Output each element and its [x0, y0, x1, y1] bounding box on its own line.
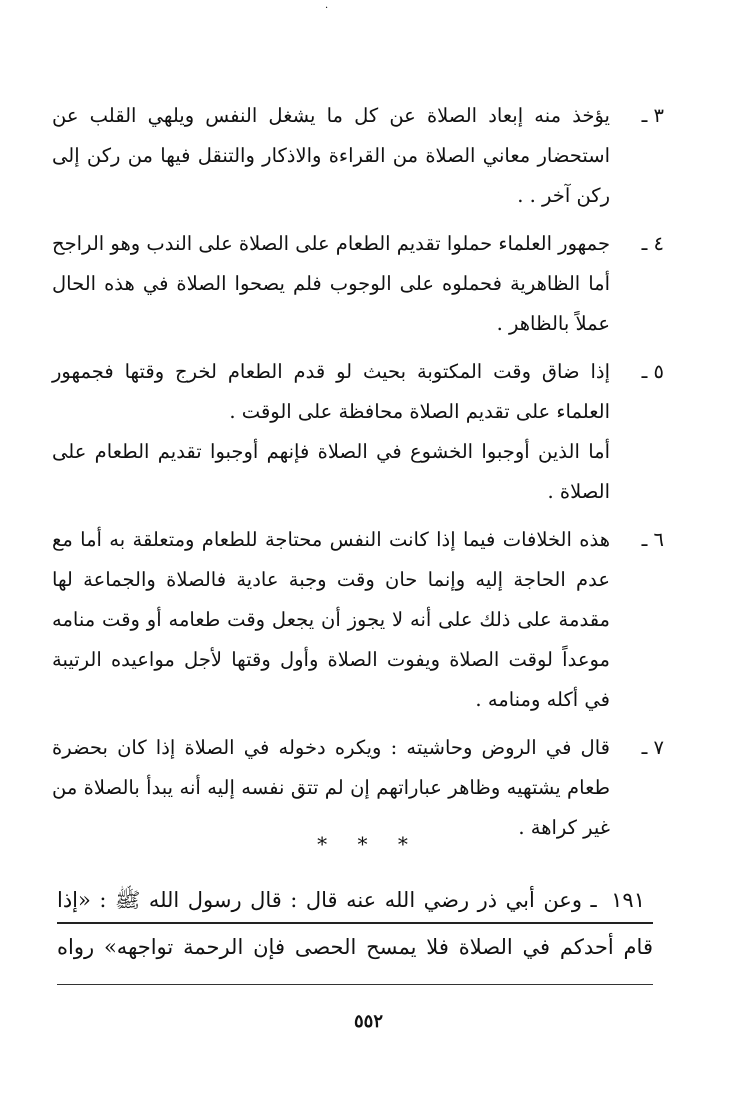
hadith-line: قام أحدكم في الصلاة فلا يمسح الحصى فإن الرحمة تواجهه» رواه	[57, 935, 653, 959]
note-text: جمهور العلماء حملوا تقديم الطعام على الصلاة على الندب وهو الراجح أما الظاهرية فحملوه على الوجوب فلم يصحوا الصلاة في هذه الحال عملاً بالظاهر .	[52, 232, 610, 335]
note-text: يؤخذ منه إبعاد الصلاة عن كل ما يشغل النفس ويلهي القلب عن استحضار معاني الصلاة من القراءة والاذكار والتنقل فيها من ركن إلى ركن آخر . .	[52, 104, 610, 207]
note-item	[52, 520, 664, 720]
note-number: ٧ ـ	[641, 736, 664, 759]
note-item	[52, 224, 664, 344]
note-number: ٣ ـ	[641, 104, 664, 127]
note-number: ٥ ـ	[641, 360, 664, 383]
hadith-block	[57, 880, 653, 985]
note-number: ٤ ـ	[641, 232, 664, 255]
note-number: ٦ ـ	[641, 528, 664, 551]
note-item	[52, 352, 664, 512]
hadith-number: ١٩١	[611, 888, 645, 912]
note-item	[52, 96, 664, 216]
page-number: ٥٥٢	[353, 1011, 383, 1032]
hadith-text: ـ وعن أبي ذر رضي الله عنه قال : قال رسول الله ﷺ : «إذا	[57, 888, 597, 912]
note-text: قال في الروض وحاشيته : ويكره دخوله في الصلاة إذا كان بحضرة طعام يشتهيه وظاهر عباراتهم إن لم تتق نفسه إليه أنه يبدأ بالصلاة من غير كراهة .	[52, 736, 610, 839]
hadith-line	[57, 880, 653, 924]
note-text: أما الذين أوجبوا الخشوع في الصلاة فإنهم أوجبوا تقديم الطعام على الصلاة .	[52, 440, 610, 503]
top-mark: ·	[325, 3, 329, 14]
note-item	[52, 728, 664, 848]
note-text: إذا ضاق وقت المكتوبة بحيث لو قدم الطعام لخرج وقتها فجمهور العلماء على تقديم الصلاة محافظة على الوقت .	[52, 360, 610, 423]
footer-rule	[57, 984, 653, 985]
section-separator: * * *	[317, 832, 420, 856]
notes-list	[52, 96, 664, 856]
note-text: هذه الخلافات فيما إذا كانت النفس محتاجة للطعام ومتعلقة به أما مع عدم الحاجة إليه وإنما حان وقت وجبة عادية فالصلاة والجماعة لها مقدمة على ذلك على أنه لا يجوز أن يجعل وقت طعامه أو وقت منامه موعداً لوقت الصلاة ويفوت الصلاة وأول وقتها لأجل مواعيده الرتيبة في أكله ومنامه .	[52, 528, 610, 711]
